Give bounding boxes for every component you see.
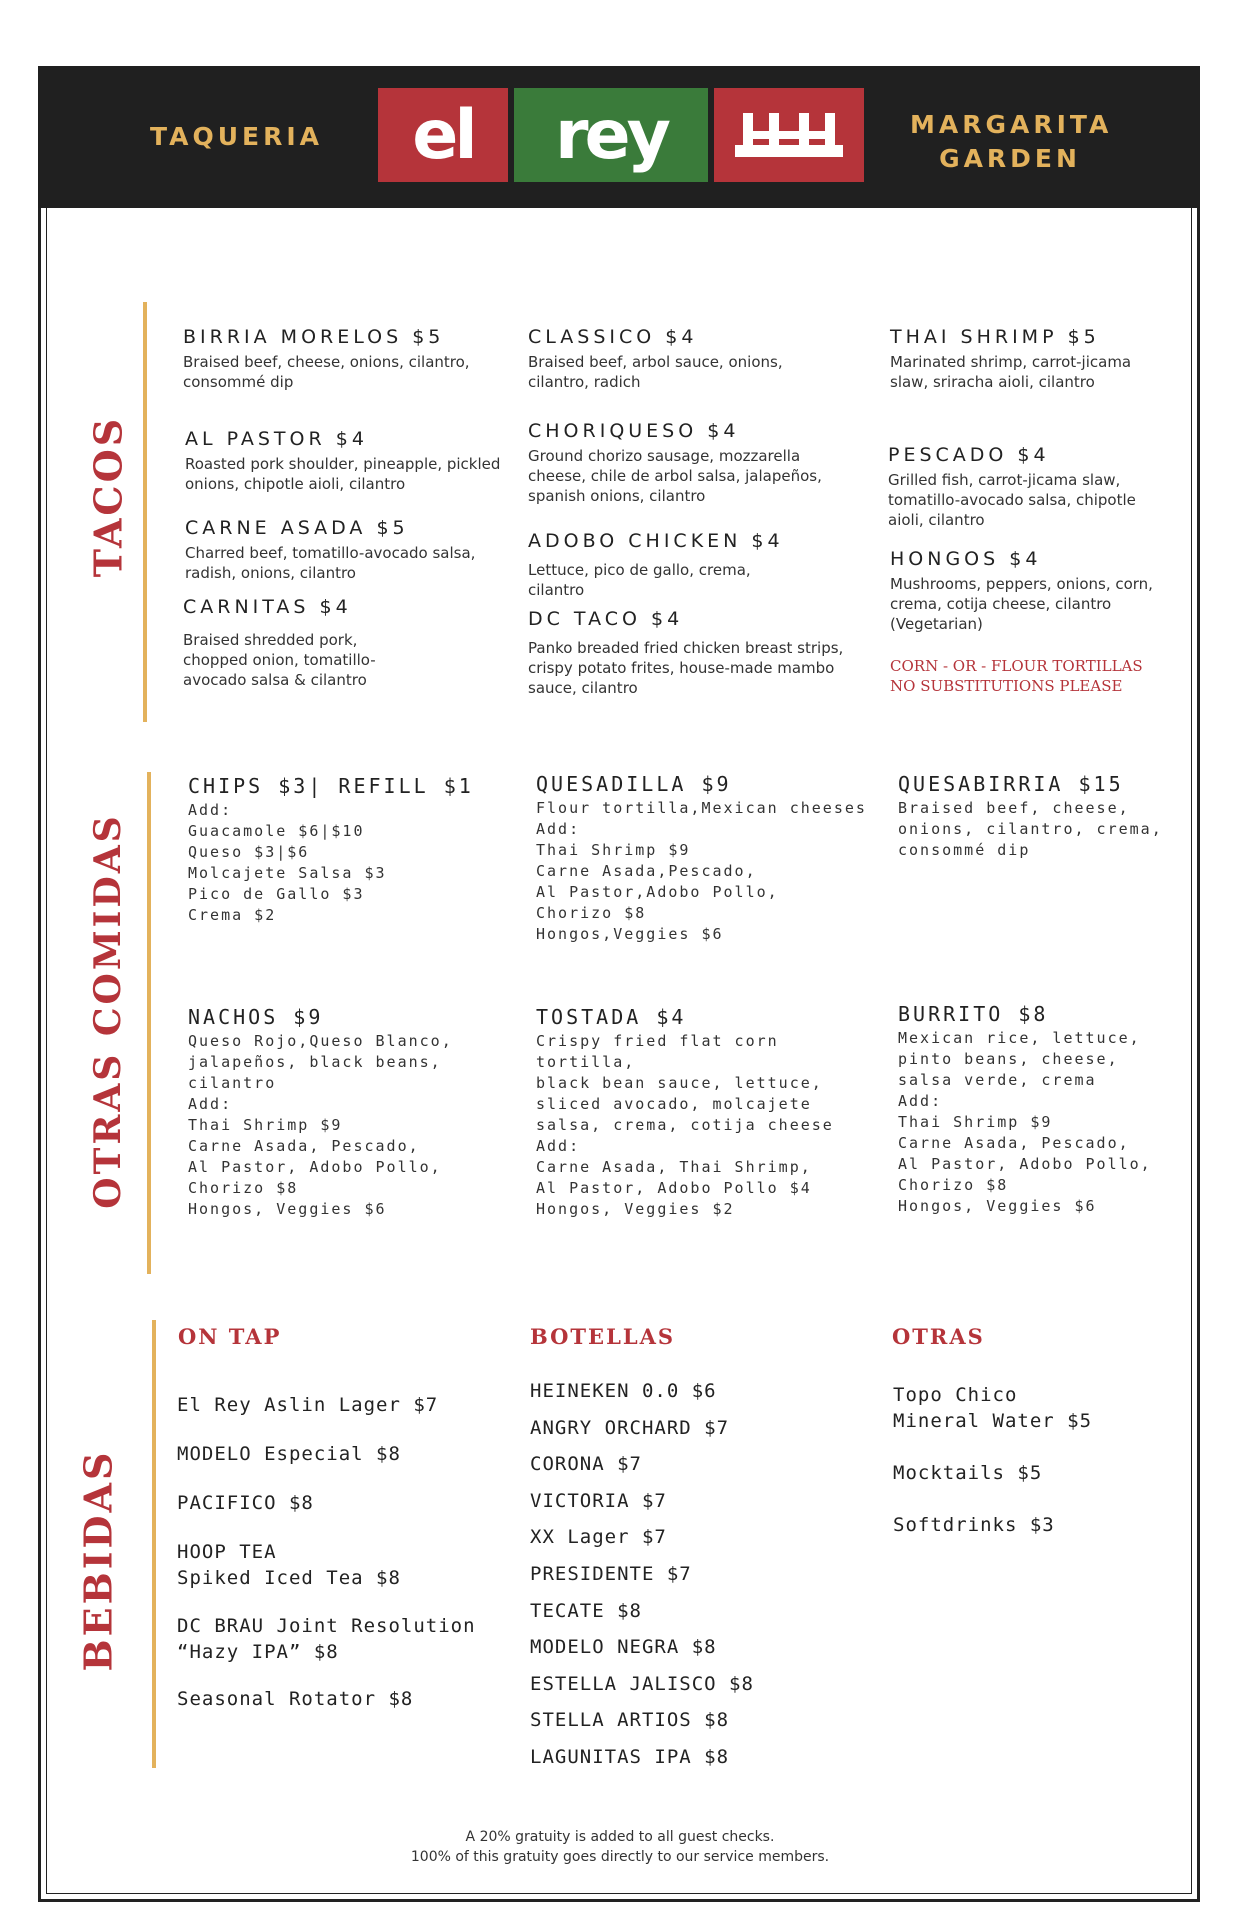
comida-line: onions, cilantro, crema, bbox=[898, 820, 1163, 838]
taco-desc: Braised beef, arbol sauce, onions, cilantro, radich bbox=[528, 353, 783, 391]
comida-name: QUESADILLA $9 bbox=[536, 772, 732, 796]
taco-name: CLASSICO $4 bbox=[528, 326, 698, 348]
taco-item bbox=[890, 548, 1160, 634]
tortilla-note bbox=[890, 656, 1143, 696]
comida-line: Chorizo $8 bbox=[536, 904, 647, 922]
botella-item: LAGUNITAS IPA $8 bbox=[530, 1745, 730, 1768]
comida-line: salsa verde, crema bbox=[898, 1071, 1097, 1089]
comida-line: cilantro bbox=[188, 1074, 277, 1092]
botella-item: XX Lager $7 bbox=[530, 1526, 667, 1549]
drink-line: “Hazy IPA” $8 bbox=[177, 1641, 339, 1663]
comida-line: Hongos, Veggies $6 bbox=[188, 1200, 387, 1218]
drink-line: Mocktails $5 bbox=[893, 1462, 1043, 1484]
taco-item bbox=[185, 517, 485, 583]
taco-desc: Marinated shrimp, carrot-jicama slaw, sriracha aioli, cilantro bbox=[890, 353, 1132, 391]
comida-line: Al Pastor, Adobo Pollo $4 bbox=[536, 1179, 812, 1197]
section-title-otras-comidas: OTRAS COMIDAS bbox=[87, 813, 129, 1209]
taco-name: CARNITAS $4 bbox=[183, 596, 352, 618]
botella-item: PRESIDENTE $7 bbox=[530, 1562, 692, 1585]
taco-item bbox=[183, 326, 503, 392]
comida-line: Braised beef, cheese, bbox=[898, 799, 1130, 817]
taco-name: CARNE ASADA $5 bbox=[185, 517, 409, 539]
otras-item bbox=[893, 1512, 1055, 1538]
comida-line: Carne Asada, Thai Shrimp, bbox=[536, 1158, 812, 1176]
tacos-divider bbox=[143, 302, 147, 722]
comida-line: Thai Shrimp $9 bbox=[898, 1113, 1053, 1131]
botella-item: VICTORIA $7 bbox=[530, 1489, 667, 1512]
botella-item: ESTELLA JALISCO $8 bbox=[530, 1672, 754, 1695]
botella-item: ANGRY ORCHARD $7 bbox=[530, 1416, 730, 1439]
drink-line: Topo Chico bbox=[893, 1384, 1018, 1406]
comida-desc bbox=[536, 1031, 876, 1220]
tortilla-note-line1: CORN - OR - FLOUR TORTILLAS bbox=[890, 657, 1143, 675]
taco-item bbox=[185, 428, 505, 494]
logo-rey bbox=[514, 88, 708, 182]
header-margarita-garden bbox=[910, 108, 1113, 176]
comida-line: Queso $3|$6 bbox=[188, 843, 310, 861]
comida-line: Flour tortilla,Mexican cheeses bbox=[536, 799, 867, 817]
drink-line: MODELO Especial $8 bbox=[177, 1443, 401, 1465]
section-title-tacos: TACOS bbox=[85, 415, 131, 578]
drink-line: Seasonal Rotator $8 bbox=[177, 1688, 414, 1710]
comida-line: Hongos, Veggies $6 bbox=[898, 1197, 1097, 1215]
comida-line: Al Pastor,Adobo Pollo, bbox=[536, 883, 779, 901]
otras-item bbox=[893, 1460, 1042, 1486]
on-tap-item bbox=[177, 1539, 401, 1591]
taco-item bbox=[528, 326, 808, 392]
botella-item: MODELO NEGRA $8 bbox=[530, 1636, 717, 1659]
comida-desc bbox=[188, 1031, 508, 1220]
gratuity-footer bbox=[300, 1827, 940, 1867]
comida-line: Molcajete Salsa $3 bbox=[188, 864, 387, 882]
taco-desc: Roasted pork shoulder, pineapple, pickled onions, chipotle aioli, cilantro bbox=[185, 455, 501, 493]
taco-item bbox=[528, 420, 848, 506]
drink-line: DC BRAU Joint Resolution bbox=[177, 1615, 476, 1637]
comida-item bbox=[898, 1002, 1198, 1217]
comida-line: Thai Shrimp $9 bbox=[188, 1116, 343, 1134]
drink-line: Mineral Water $5 bbox=[893, 1410, 1093, 1432]
taco-name: THAI SHRIMP $5 bbox=[890, 326, 1100, 348]
comida-line: Pico de Gallo $3 bbox=[188, 885, 365, 903]
footer-line1: A 20% gratuity is added to all guest checks. bbox=[465, 1829, 775, 1845]
taco-desc: Ground chorizo sausage, mozzarella cheese, chile de arbol salsa, jalapeños, spanish onions, cilantro bbox=[528, 447, 822, 505]
comida-line: Hongos, Veggies $2 bbox=[536, 1200, 735, 1218]
taco-desc: Charred beef, tomatillo-avocado salsa, radish, onions, cilantro bbox=[185, 544, 476, 582]
comida-name: BURRITO $8 bbox=[898, 1002, 1049, 1026]
on-tap-item bbox=[177, 1490, 314, 1516]
on-tap-item bbox=[177, 1441, 401, 1467]
comida-desc bbox=[898, 1028, 1198, 1217]
drink-line: PACIFICO $8 bbox=[177, 1492, 314, 1514]
comida-item bbox=[188, 1005, 508, 1220]
comida-line: Al Pastor, Adobo Pollo, bbox=[898, 1155, 1152, 1173]
comida-line: Chorizo $8 bbox=[188, 1179, 299, 1197]
comida-name: NACHOS $9 bbox=[188, 1005, 324, 1029]
tortilla-note-line2: NO SUBSTITUTIONS PLEASE bbox=[890, 677, 1123, 695]
drink-line: El Rey Aslin Lager $7 bbox=[177, 1394, 439, 1416]
comida-line: Add: bbox=[898, 1092, 943, 1110]
comida-name: QUESABIRRIA $15 bbox=[898, 772, 1124, 796]
botella-item: HEINEKEN 0.0 $6 bbox=[530, 1380, 717, 1402]
comida-line: Crispy fried flat corn tortilla, bbox=[536, 1032, 779, 1071]
header-right-line2: GARDEN bbox=[939, 144, 1081, 173]
botella-item: CORONA $7 bbox=[530, 1453, 642, 1476]
comida-item bbox=[536, 772, 876, 945]
taco-name: ADOBO CHICKEN $4 bbox=[528, 530, 784, 552]
botella-item: STELLA ARTIOS $8 bbox=[530, 1709, 730, 1732]
logo-el-text: el bbox=[412, 95, 474, 175]
drink-line: Spiked Iced Tea $8 bbox=[177, 1567, 401, 1589]
taco-desc: Grilled fish, carrot-jicama slaw, tomatillo-avocado salsa, chipotle aioli, cilantro bbox=[888, 471, 1136, 529]
comida-line: Add: bbox=[188, 1095, 233, 1113]
footer-line2: 100% of this gratuity goes directly to our service members. bbox=[410, 1849, 830, 1865]
otras-comidas-divider bbox=[147, 772, 151, 1274]
otras-heading: OTRAS bbox=[892, 1324, 985, 1349]
drink-line: HOOP TEA bbox=[177, 1541, 277, 1563]
otras-item bbox=[893, 1382, 1092, 1434]
comida-line: pinto beans, cheese, bbox=[898, 1050, 1119, 1068]
comida-line: Queso Rojo,Queso Blanco, bbox=[188, 1032, 453, 1050]
comida-name: TOSTADA $4 bbox=[536, 1005, 687, 1029]
comida-desc bbox=[898, 798, 1198, 861]
logo-rey-text: rey bbox=[555, 95, 667, 175]
comida-line: Add: bbox=[188, 801, 233, 819]
taco-desc: Braised shredded pork, chopped onion, tomatillo-avocado salsa & cilantro bbox=[183, 631, 376, 689]
comida-line: Hongos,Veggies $6 bbox=[536, 925, 724, 943]
comida-line: salsa, crema, cotija cheese bbox=[536, 1116, 834, 1134]
taco-name: AL PASTOR $4 bbox=[185, 428, 368, 450]
botellas-list bbox=[530, 1380, 754, 1783]
taco-item bbox=[528, 608, 858, 698]
comida-line: black bean sauce, lettuce, bbox=[536, 1074, 823, 1092]
taco-desc: Lettuce, pico de gallo, crema, cilantro bbox=[528, 561, 751, 599]
section-title-bebidas: BEBIDAS bbox=[75, 1449, 121, 1672]
comida-line: Thai Shrimp $9 bbox=[536, 841, 691, 859]
taco-name: CHORIQUESO $4 bbox=[528, 420, 740, 442]
bebidas-divider bbox=[152, 1320, 156, 1768]
header-taqueria: TAQUERIA bbox=[150, 122, 323, 151]
taco-name: HONGOS $4 bbox=[890, 548, 1042, 570]
drink-line: Softdrinks $3 bbox=[893, 1514, 1055, 1536]
on-tap-item bbox=[177, 1392, 438, 1418]
comida-line: jalapeños, black beans, bbox=[188, 1053, 442, 1071]
botellas-heading: BOTELLAS bbox=[530, 1324, 676, 1349]
comida-item bbox=[898, 772, 1198, 861]
taco-name: BIRRIA MORELOS $5 bbox=[183, 326, 445, 348]
taco-item bbox=[528, 530, 808, 600]
comida-desc bbox=[188, 800, 508, 926]
header-right-line1: MARGARITA bbox=[910, 110, 1113, 139]
logo-el bbox=[378, 88, 508, 182]
comida-line: Carne Asada,Pescado, bbox=[536, 862, 757, 880]
taco-desc: Mushrooms, peppers, onions, corn, crema, cotija cheese, cilantro (Vegetarian) bbox=[890, 575, 1153, 633]
comida-line: Guacamole $6|$10 bbox=[188, 822, 365, 840]
taco-item bbox=[183, 596, 423, 690]
comida-line: Add: bbox=[536, 820, 581, 838]
taco-desc: Panko breaded fried chicken breast strips, crispy potato frites, house-made mambo sauce, cilantro bbox=[528, 639, 844, 697]
comida-line: Carne Asada, Pescado, bbox=[188, 1137, 420, 1155]
comida-line: Mexican rice, lettuce, bbox=[898, 1029, 1141, 1047]
comida-line: Carne Asada, Pescado, bbox=[898, 1134, 1130, 1152]
comida-line: sliced avocado, molcajete bbox=[536, 1095, 812, 1113]
on-tap-item bbox=[177, 1613, 476, 1665]
on-tap-heading: ON TAP bbox=[178, 1324, 282, 1349]
taco-item bbox=[888, 444, 1158, 530]
comida-line: Add: bbox=[536, 1137, 581, 1155]
on-tap-item bbox=[177, 1686, 413, 1712]
taco-item bbox=[890, 326, 1140, 392]
crown-icon bbox=[714, 88, 864, 182]
comida-item bbox=[536, 1005, 876, 1220]
taco-desc: Braised beef, cheese, onions, cilantro, consommé dip bbox=[183, 353, 470, 391]
comida-line: consommé dip bbox=[898, 841, 1031, 859]
botella-item: TECATE $8 bbox=[530, 1599, 642, 1622]
comida-item bbox=[188, 774, 508, 926]
comida-name: CHIPS $3| REFILL $1 bbox=[188, 774, 474, 798]
taco-name: PESCADO $4 bbox=[888, 444, 1050, 466]
comida-desc bbox=[536, 798, 876, 945]
comida-line: Crema $2 bbox=[188, 906, 277, 924]
taco-name: DC TACO $4 bbox=[528, 608, 684, 630]
comida-line: Al Pastor, Adobo Pollo, bbox=[188, 1158, 442, 1176]
comida-line: Chorizo $8 bbox=[898, 1176, 1009, 1194]
